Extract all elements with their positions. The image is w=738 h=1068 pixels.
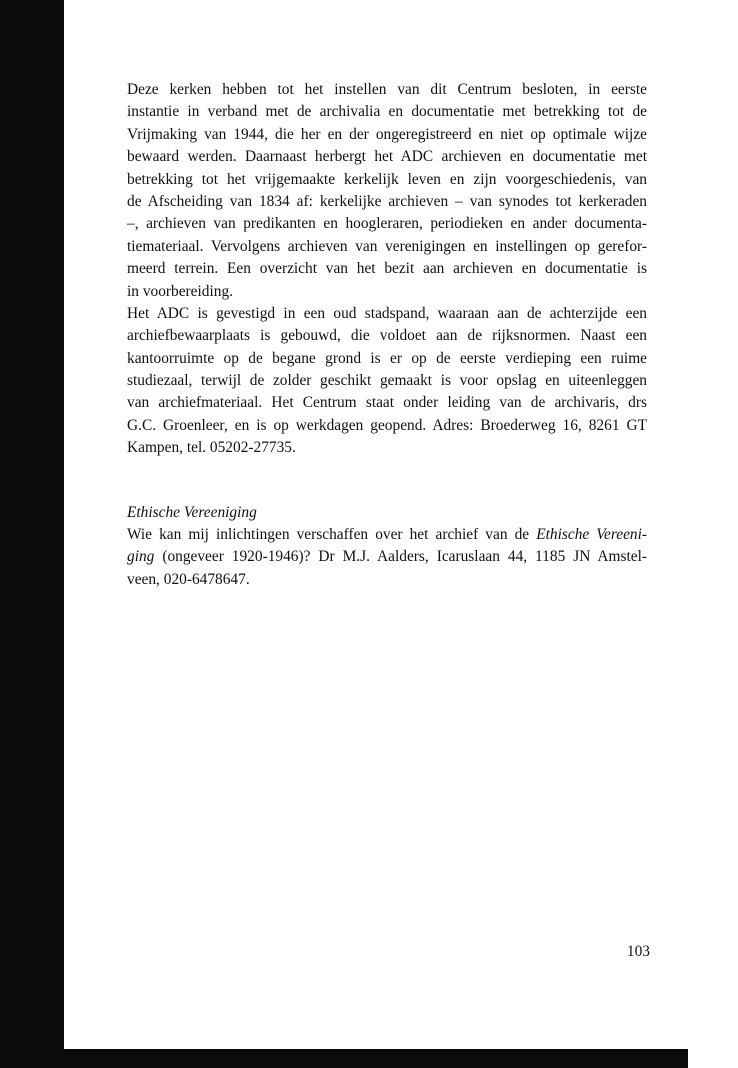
text-line: van archiefmateriaal. Het Centrum staat onder leiding van de archivaris, drs — [127, 394, 647, 412]
text-line: meerd terrein. Een overzicht van het bezit aan archieven en documentatie is — [127, 260, 647, 278]
query-line1-italic: Ethische Vereeni- — [536, 526, 647, 544]
text-line: tiemateriaal. Vervolgens archieven van verenigingen en instellingen op gerefor- — [127, 237, 647, 255]
text-line: Kampen, tel. 05202-27735. — [127, 439, 296, 457]
query-line2-italic: ging — [127, 548, 155, 566]
text-line: bewaard werden. Daarnaast herbergt het ADC archieven en documentatie met — [127, 148, 647, 166]
paragraph-location — [127, 303, 647, 460]
text-line: instantie in verband met de archivalia en documentatie met betrekking tot de — [127, 103, 647, 121]
text-line: Deze kerken hebben tot het instellen van dit Centrum besloten, in eerste — [127, 81, 647, 98]
text-line: de Afscheiding van 1834 af: kerkelijke archieven – van synodes tot kerkeraden — [127, 192, 647, 210]
query-line2-rest: (ongeveer 1920-1946)? Dr M.J. Aalders, Icaruslaan 44, 1185 JN Amstel- — [154, 548, 647, 566]
section-spacer — [127, 460, 647, 502]
query-section — [127, 502, 647, 592]
text-line — [127, 524, 647, 546]
text-line: Vrijmaking van 1944, die her en der ongeregistreerd en niet op optimale wijze — [127, 125, 647, 143]
text-line: kantoorruimte op de begane grond is er op de eerste verdieping een ruime — [127, 349, 647, 367]
scan-border-bottom — [64, 1049, 688, 1068]
paragraph-archive-centre — [127, 79, 647, 303]
scan-border-left — [0, 0, 64, 1068]
text-line: archiefbewaarplaats is gebouwd, die voldoet aan de rijksnormen. Naast een — [127, 327, 647, 345]
page-number: 103 — [626, 943, 650, 960]
page-body — [127, 79, 647, 591]
text-line: –, archieven van predikanten en hoogleraren, periodieken en ander documenta- — [127, 215, 647, 233]
query-heading: Ethische Vereeniging — [127, 503, 257, 521]
text-line: G.C. Groenleer, en is op werkdagen geopend. Adres: Broederweg 16, 8261 GT — [127, 416, 647, 434]
text-line: Het ADC is gevestigd in een oud stadspand, waaraan aan de achterzijde een — [127, 304, 647, 322]
text-line: betrekking tot het vrijgemaakte kerkelijk leven en zijn voorgeschiedenis, van — [127, 170, 647, 188]
text-line: veen, 020-6478647. — [127, 570, 250, 588]
text-line: in voorbereiding. — [127, 282, 233, 300]
query-line1-prefix: Wie kan mij inlichtingen verschaffen over het archief van de — [127, 526, 537, 544]
text-line — [127, 546, 647, 568]
text-line: studiezaal, terwijl de zolder geschikt gemaakt is voor opslag en uiteenleggen — [127, 372, 647, 390]
